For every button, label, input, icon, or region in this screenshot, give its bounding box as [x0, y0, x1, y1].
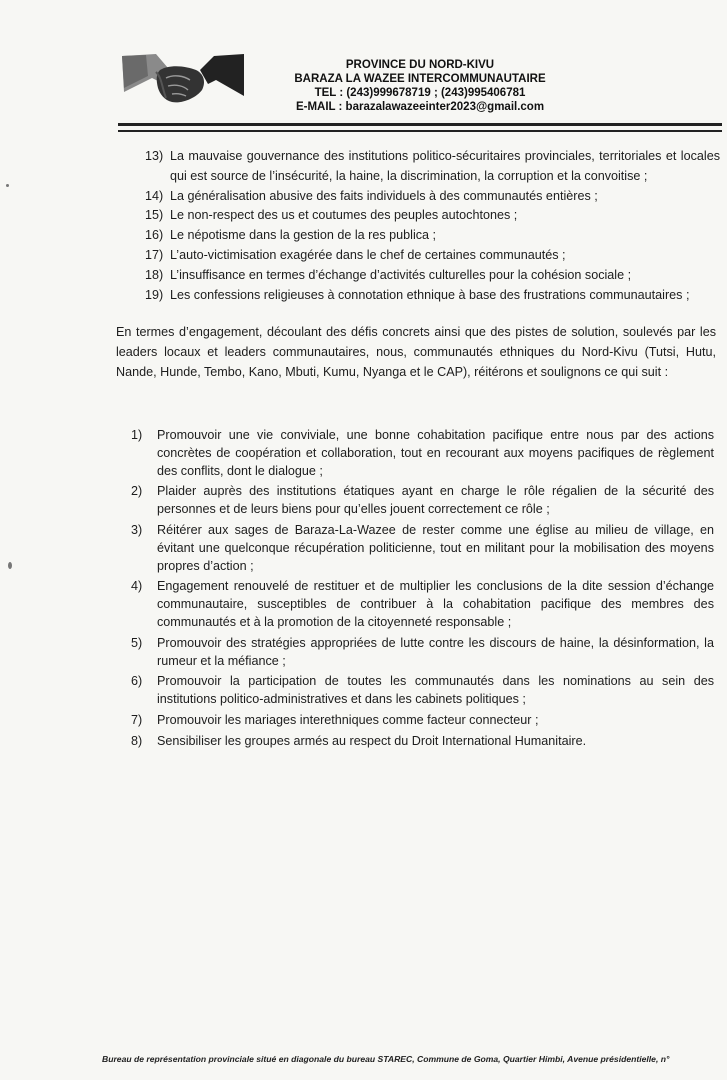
scan-speck [8, 562, 12, 569]
item-text: Promouvoir les mariages interethniques comme facteur connecteur ; [157, 712, 539, 727]
list-item [131, 673, 714, 709]
item-text: L’insuffisance en termes d’échange d’activités culturelles pour la cohésion sociale ; [170, 267, 632, 282]
item-number: 7) [131, 712, 143, 727]
item-number: 17) [145, 247, 164, 262]
item-text: Le non-respect des us et coutumes des peuples autochtones ; [170, 208, 518, 223]
header-rule-thin [118, 130, 722, 132]
list-item [131, 635, 714, 671]
list-item [131, 522, 714, 575]
item-number: 3) [131, 522, 143, 537]
list-item [145, 226, 720, 246]
item-text: L’auto-victimisation exagérée dans le chef de certaines communautés ; [170, 247, 566, 262]
letterhead [270, 58, 570, 114]
list-item [131, 578, 714, 631]
item-text: Les confessions religieuses à connotation ethnique à base des frustrations communautaires ; [170, 287, 690, 302]
engagement-paragraph: En termes d’engagement, découlant des défis concrets ainsi que des pistes de solution, soulevés par les leaders locaux et leaders communautaires, nous, communautés ethniques du Nord-Kivu (Tutsi, Hutu, Nande, Hunde, Tembo, Kano, Mbuti, Kumu, Nyanga et le CAP), réitérons et soulignons ce qui suit : [116, 325, 716, 379]
list-item [145, 147, 720, 187]
item-number: 19) [145, 287, 164, 302]
letterhead-province: PROVINCE DU NORD-KIVU [345, 59, 495, 71]
list-item [131, 733, 714, 751]
item-text: Promouvoir des stratégies appropriées de lutte contre les discours de haine, la désinformation, la rumeur et la méfiance ; [157, 635, 714, 668]
item-text: La mauvaise gouvernance des institutions politico-sécuritaires provinciales, territoriales et locales qui est source de l’insécurité, la haine, la discrimination, la corruption et la convoitise ; [170, 149, 720, 183]
commitments-list [131, 427, 714, 754]
item-number: 2) [131, 484, 143, 499]
item-text: La généralisation abusive des faits individuels à des communautés entières ; [170, 188, 598, 203]
item-number: 6) [131, 674, 143, 689]
item-text: Le népotisme dans la gestion de la res publica ; [170, 228, 437, 243]
footer-address: Bureau de représentation provinciale situé en diagonale du bureau STAREC, Commune de Goma, Quartier Himbi, Avenue présidentielle, n° [102, 1054, 670, 1064]
item-text: Plaider auprès des institutions étatiques ayant en charge le rôle régalien de la sécurité des personnes et de leurs biens pour qu’elles jouent correctement ce rôle ; [157, 484, 714, 517]
list-item [145, 206, 720, 226]
handshake-logo [116, 48, 250, 112]
list-item [131, 427, 714, 480]
letterhead-email: E-MAIL : barazalawazeeinter2023@gmail.com [295, 101, 545, 113]
item-number: 18) [145, 267, 164, 282]
item-text: Réitérer aux sages de Baraza-La-Wazee de rester comme une église au milieu de village, en évitant une quelconque récupération politicienne, tout en militant pour la mobilisation des moyens propres d’action ; [157, 522, 714, 573]
list-item [145, 286, 720, 306]
item-number: 14) [145, 188, 164, 203]
item-text: Sensibiliser les groupes armés au respect du Droit International Humanitaire. [157, 733, 587, 748]
item-text: Promouvoir la participation de toutes les communautés dans les nominations au sein des institutions politico-administratives et dans les cabinets politiques ; [157, 674, 714, 707]
scan-speck [6, 184, 9, 187]
letterhead-organization: BARAZA LA WAZEE INTERCOMMUNAUTAIRE [294, 73, 546, 85]
list-item [131, 712, 714, 730]
list-item [145, 266, 720, 286]
item-number: 16) [145, 228, 164, 243]
item-number: 13) [145, 149, 164, 163]
item-number: 15) [145, 208, 164, 223]
challenges-list [145, 147, 720, 305]
item-text: Engagement renouvelé de restituer et de multiplier les conclusions de la dite session d’échange communautaire, susceptibles de contribuer à la cohabitation pacifique des membres des communautés et à la promotion de la citoyenneté responsable ; [157, 579, 714, 629]
item-text: Promouvoir une vie conviviale, une bonne cohabitation pacifique entre nous par des actions concrètes de coopération et collaboration, tout en recourant aux moyens pacifiques de règlement des conflits, dont le dialogue ; [157, 428, 714, 478]
header-rule-thick [118, 123, 722, 126]
item-number: 1) [131, 428, 143, 442]
item-number: 4) [131, 579, 143, 594]
item-number: 5) [131, 635, 143, 650]
list-item [131, 483, 714, 519]
item-number: 8) [131, 733, 143, 748]
letterhead-phone: TEL : (243)999678719 ; (243)995406781 [314, 87, 526, 99]
list-item [145, 246, 720, 266]
list-item [145, 187, 720, 207]
